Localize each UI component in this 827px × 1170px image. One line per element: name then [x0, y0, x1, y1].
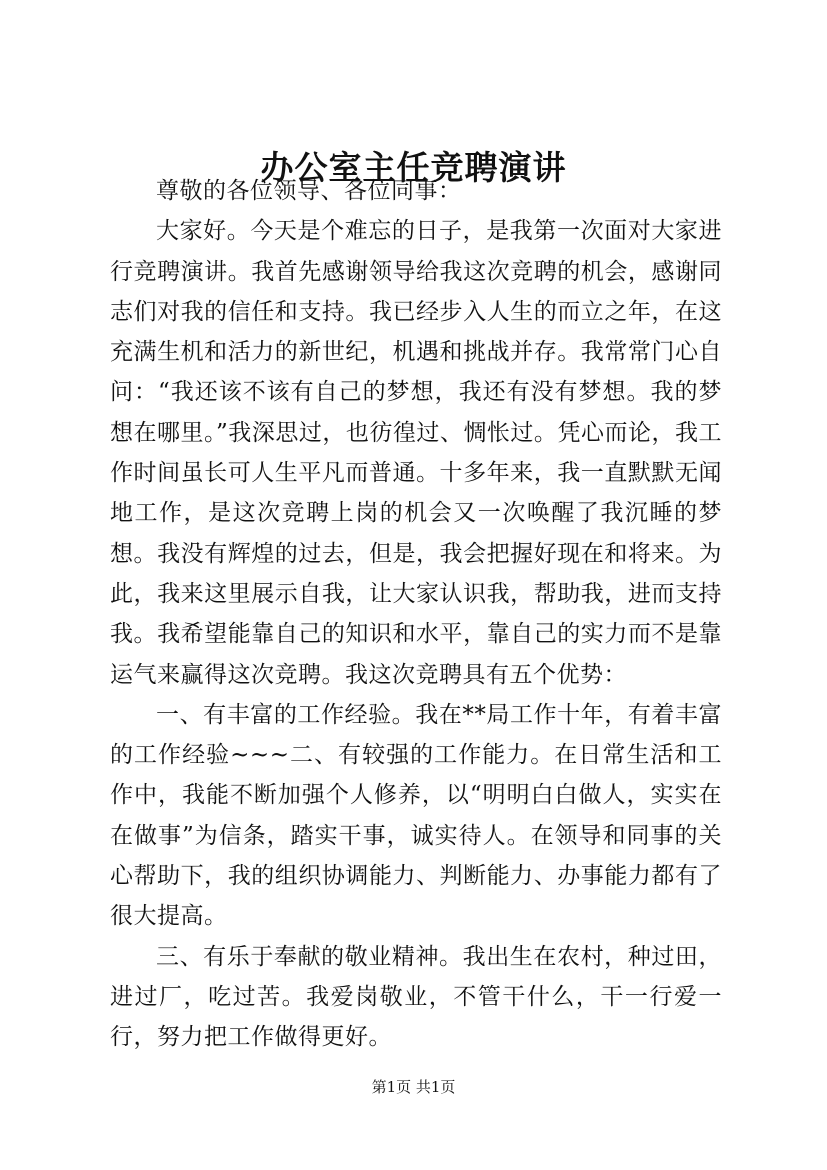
salutation-paragraph: 尊敬的各位领导、各位同事：: [156, 178, 462, 204]
body-paragraph: 三、有乐于奉献的敬业精神。我出生在农村，种过田，进过厂，吃过苦。我爱岗敬业，不管干什么，干一行爱一行，努力把工作做得更好。: [110, 943, 722, 1051]
document-title: 办公室主任竞聘演讲: [260, 148, 567, 187]
page-number-footer: 第1页 共1页: [371, 1078, 456, 1096]
body-paragraph: 大家好。今天是个难忘的日子，是我第一次面对大家进行竞聘演讲。我首先感谢领导给我这次竞聘的机会，感谢同志们对我的信任和支持。我已经步入人生的而立之年，在这充满生机和活力的新世纪，机遇和挑战并存。我常常门心自问：“我还该不该有自己的梦想，我还有没有梦想。我的梦想在哪里。”我深思过，也彷徨过、惆怅过。凭心而论，我工作时间虽长可人生平凡而普通。十多年来，我一直默默无闻地工作，是这次竞聘上岗的机会又一次唤醒了我沉睡的梦想。我没有辉煌的过去，但是，我会把握好现在和将来。为此，我来这里展示自我，让大家认识我，帮助我，进而支持我。我希望能靠自己的知识和水平，靠自己的实力而不是靠运气来赢得这次竞聘。我这次竞聘具有五个优势：: [110, 218, 722, 688]
document-body: [110, 171, 722, 1058]
body-paragraph: 一、有丰富的工作经验。我在**局工作十年，有着丰富的工作经验~~~二、有较强的工作能力。在日常生活和工作中，我能不断加强个人修养，以“明明白白做人，实实在在做事”为信条，踏实干事，诚实待人。在领导和同事的关心帮助下，我的组织协调能力、判断能力、办事能力都有了很大提高。: [110, 701, 722, 930]
